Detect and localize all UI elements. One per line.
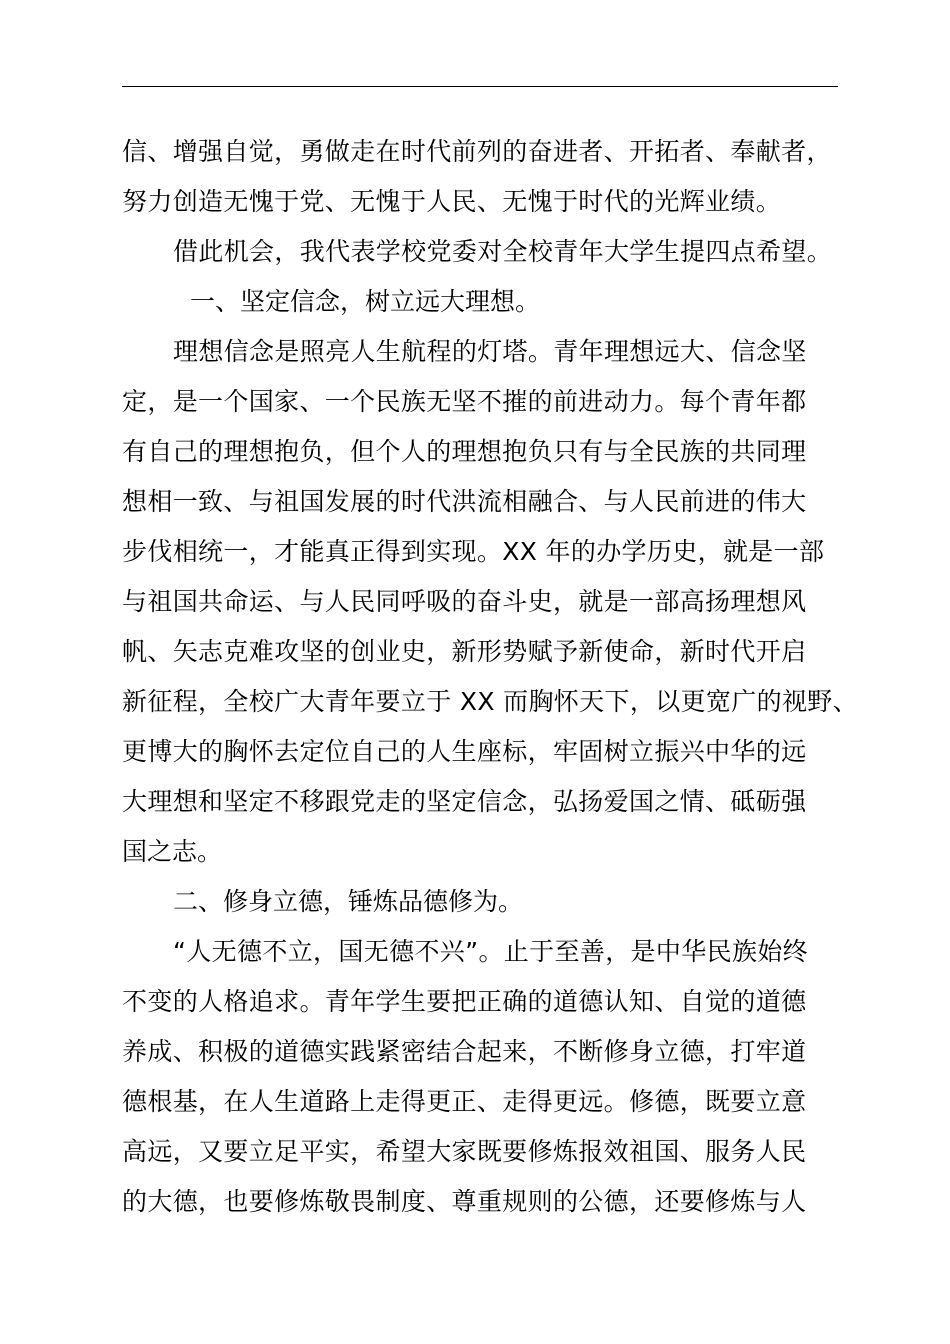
text-line-6: 定，是一个国家、一个民族无坚不摧的前进动力。每个青年都 [122,387,807,416]
text-line-3: 借此机会，我代表学校党委对全校青年大学生提四点希望。 [173,237,833,266]
text-line-12: 新征程，全校广大青年要立于 XX 而胸怀天下，以更宽广的视野、 [122,687,858,716]
text-line-20: 德根基，在人生道路上走得更正、走得更远。修德，既要立意 [122,1087,807,1116]
text-line-21: 高远，又要立足平实，希望大家既要修炼报效祖国、服务人民 [122,1137,807,1166]
text-line-14: 大理想和坚定不移跟党走的坚定信念，弘扬爱国之情、砥砺强 [122,787,807,816]
section-heading-2: 二、修身立德，锤炼品德修为。 [173,887,524,916]
text-line-13: 更博大的胸怀去定位自己的人生座标，牢固树立振兴中华的远 [122,737,807,766]
text-line-1: 信、增强自觉，勇做走在时代前列的奋进者、开拓者、奉献者， [122,137,832,166]
text-line-2: 努力创造无愧于党、无愧于人民、无愧于时代的光辉业绩。 [122,187,782,216]
text-line-18: 不变的人格追求。青年学生要把正确的道德认知、自觉的道德 [122,987,807,1016]
text-line-7: 有自己的理想抱负，但个人的理想抱负只有与全民族的共同理 [122,437,807,466]
text-line-22: 的大德，也要修炼敬畏制度、尊重规则的公德，还要修炼与人 [122,1187,807,1216]
text-line-8: 想相一致、与祖国发展的时代洪流相融合、与人民前进的伟大 [122,487,807,516]
text-line-10: 与祖国共命运、与人民同呼吸的奋斗史，就是一部高扬理想风 [122,587,807,616]
text-line-15: 国之志。 [122,837,223,866]
document-body [122,127,862,1227]
text-line-19: 养成、积极的道德实践紧密结合起来，不断修身立德，打牢道 [122,1037,807,1066]
text-line-17: “人无德不立，国无德不兴”。止于至善，是中华民族始终 [173,937,809,966]
text-line-11: 帆、矢志克难攻坚的创业史，新形势赋予新使命，新时代开启 [122,637,807,666]
text-line-9: 步伐相统一，才能真正得到实现。XX 年的办学历史，就是一部 [122,537,825,566]
section-heading-1: 一、坚定信念，树立远大理想。 [190,287,541,316]
text-line-5: 理想信念是照亮人生航程的灯塔。青年理想远大、信念坚 [173,337,807,366]
header-rule [122,86,838,87]
